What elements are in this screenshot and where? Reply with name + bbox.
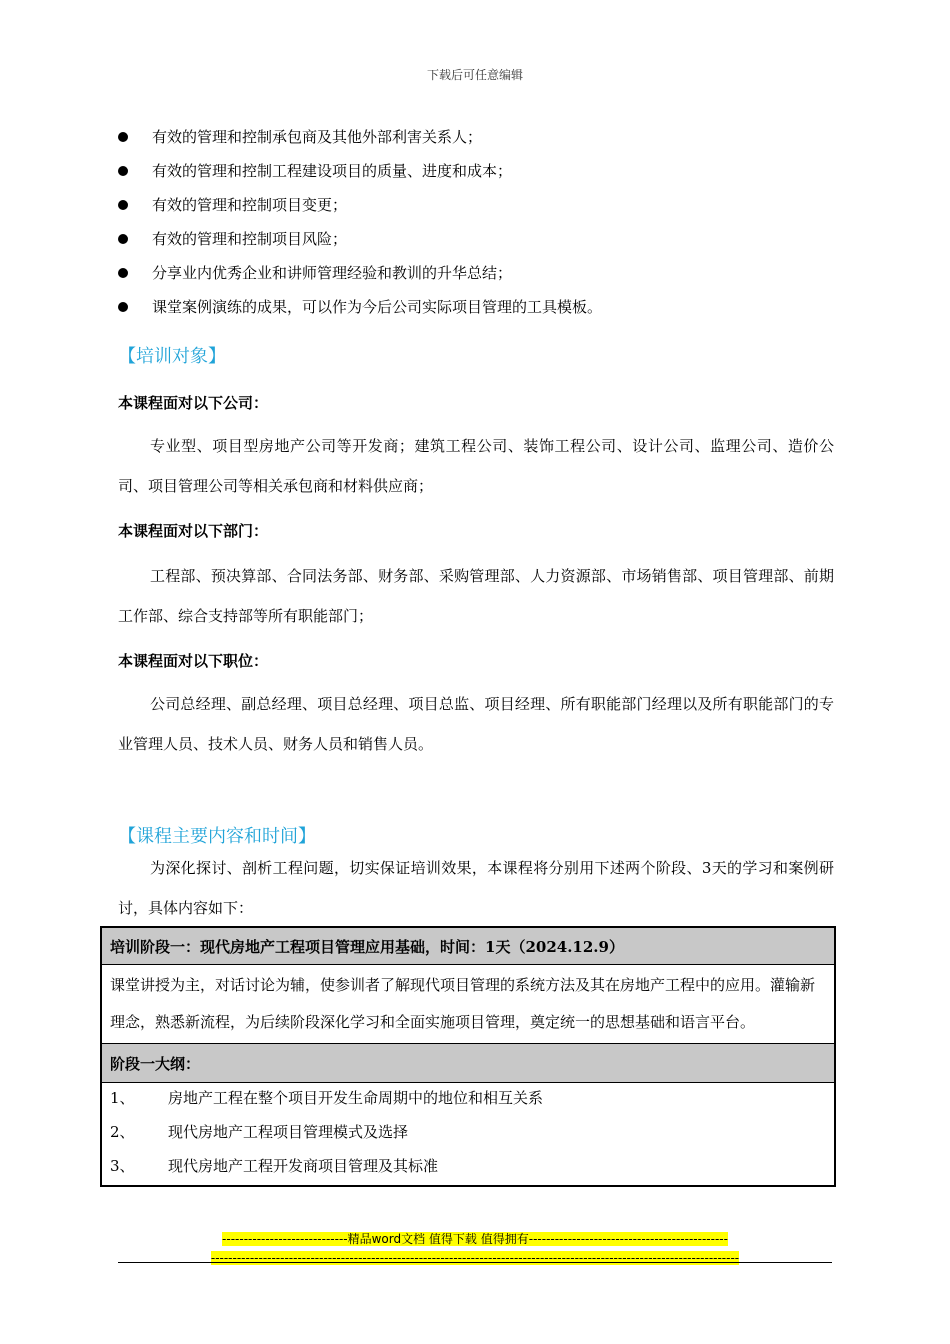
list-item: 2、 现代房地产工程项目管理模式及选择 xyxy=(110,1123,409,1141)
list-item: 分享业内优秀企业和讲师管理经验和教训的升华总结； xyxy=(118,260,838,294)
footer-line-1: -----------------------------精品word文档 值得下载 值得拥有---------------------------------------------- xyxy=(222,1232,728,1246)
companies-text: 专业型、项目型房地产公司等开发商；建筑工程公司、装饰工程公司、设计公司、监理公司、造价公司、项目管理公司等相关承包商和材料供应商； xyxy=(118,437,834,495)
companies-heading: 本课程面对以下公司： xyxy=(118,394,269,412)
bullet-icon xyxy=(118,234,128,244)
bullet-icon xyxy=(118,166,128,176)
list-item: 有效的管理和控制工程建设项目的质量、进度和成本； xyxy=(118,158,838,192)
bullet-icon xyxy=(118,268,128,278)
bullet-icon xyxy=(118,302,128,312)
list-item: 有效的管理和控制项目风险； xyxy=(118,226,838,260)
section-heading-content-time: 【课程主要内容和时间】 xyxy=(118,826,316,847)
footer xyxy=(0,1228,950,1266)
list-item: 有效的管理和控制项目变更； xyxy=(118,192,838,226)
departments-heading: 本课程面对以下部门： xyxy=(118,522,269,540)
list-item: 3、 现代房地产工程开发商项目管理及其标准 xyxy=(110,1157,439,1175)
list-item: 有效的管理和控制承包商及其他外部利害关系人； xyxy=(118,124,838,158)
positions-text: 公司总经理、副总经理、项目总经理、项目总监、项目经理、所有职能部门经理以及所有职能部门的专业管理人员、技术人员、财务人员和销售人员。 xyxy=(118,695,834,753)
section-heading-training-target: 【培训对象】 xyxy=(118,346,226,367)
page-header: 下载后可任意编辑 xyxy=(426,68,523,82)
benefit-list xyxy=(118,124,838,328)
footer-divider xyxy=(118,1262,832,1263)
intro-text: 为深化探讨、剖析工程问题，切实保证培训效果，本课程将分别用下述两个阶段、3天的学习和案例研讨，具体内容如下： xyxy=(118,859,834,917)
departments-text: 工程部、预决算部、合同法务部、财务部、采购管理部、人力资源部、市场销售部、项目管理部、前期工作部、综合支持部等所有职能部门； xyxy=(118,567,834,625)
stage-table xyxy=(100,926,836,1187)
stage-description: 课堂讲授为主，对话讨论为辅，使参训者了解现代项目管理的系统方法及其在房地产工程中的应用。灌输新理念，熟悉新流程，为后续阶段深化学习和全面实施项目管理，奠定统一的思想基础和语言平台。 xyxy=(101,965,835,1044)
bullet-icon xyxy=(118,132,128,142)
outline-heading: 阶段一大纲： xyxy=(101,1044,835,1083)
outline-list xyxy=(101,1083,835,1187)
footer-line-2: -------------------------------------------------------------------------------------------------------------------------- xyxy=(210,1251,740,1265)
list-item: 1、 房地产工程在整个项目开发生命周期中的地位和相互关系 xyxy=(110,1089,544,1107)
list-item: 课堂案例演练的成果，可以作为今后公司实际项目管理的工具模板。 xyxy=(118,294,838,328)
positions-heading: 本课程面对以下职位： xyxy=(118,652,269,670)
stage-title: 培训阶段一：现代房地产工程项目管理应用基础，时间：1天（2024.12.9） xyxy=(101,927,835,965)
bullet-icon xyxy=(118,200,128,210)
